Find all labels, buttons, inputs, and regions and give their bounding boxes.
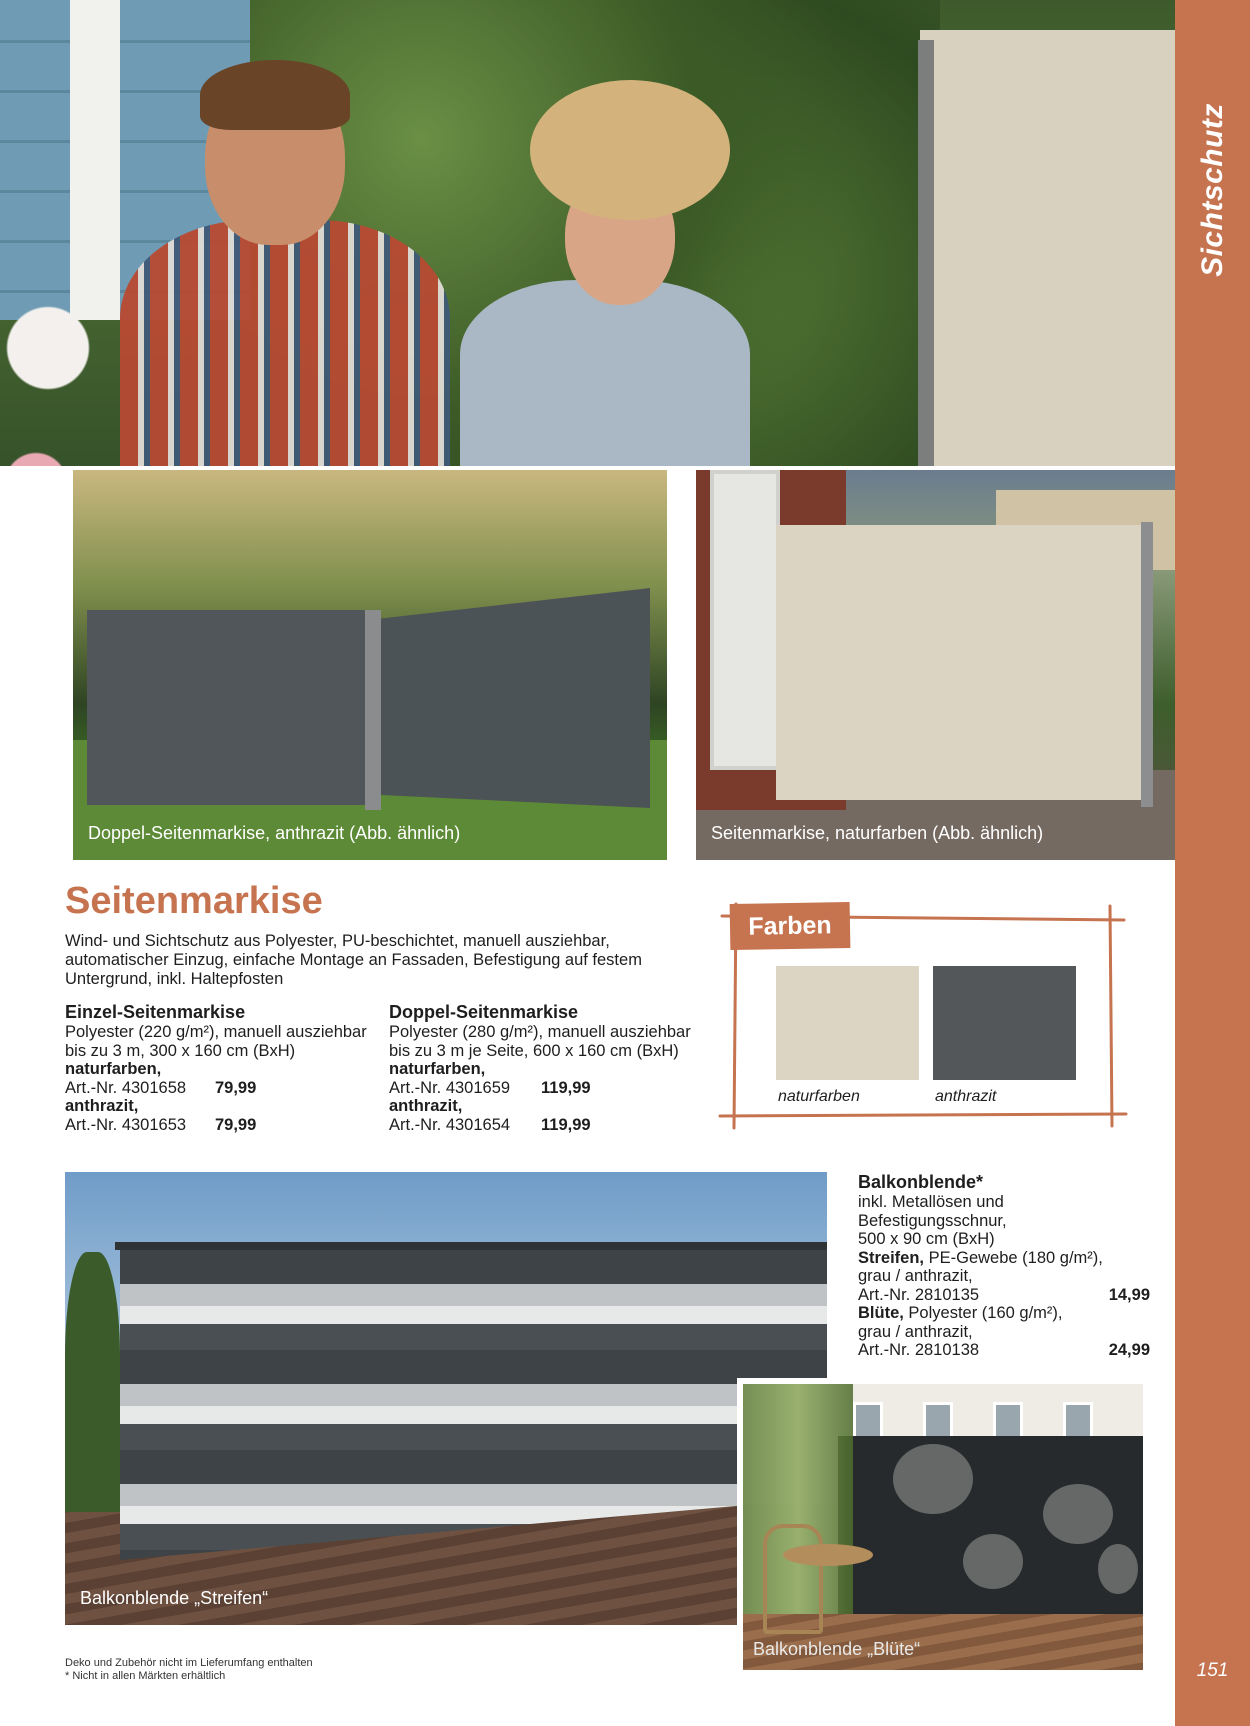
swatch-label: naturfarben [778, 1088, 860, 1105]
variant-row [389, 1116, 709, 1135]
product-doppel-seitenmarkise [389, 1002, 709, 1134]
product-name: Doppel-Seitenmarkise [389, 1002, 579, 1022]
variant-row [858, 1286, 1150, 1305]
article-number: Art.-Nr. 2810135 [858, 1285, 980, 1304]
photo-doppel-seitenmarkise [73, 470, 667, 860]
hero-photo [0, 0, 1175, 466]
article-number: Art.-Nr. 4301654 [389, 1115, 511, 1134]
photo-balkonblende-streifen [65, 1172, 827, 1625]
product-size: 500 x 90 cm (BxH) [858, 1230, 995, 1248]
photo-caption: Balkonblende „Streifen“ [80, 1587, 269, 1608]
variant-color: grau / anthrazit, [858, 1267, 973, 1285]
section-title: Sichtschutz [1195, 103, 1229, 277]
photo-balkonblende-bluete [737, 1378, 1149, 1676]
variant-color: anthrazit, [389, 1097, 463, 1115]
variant-name: Streifen, [858, 1248, 925, 1267]
price: 79,99 [215, 1115, 257, 1134]
product-name: Einzel-Seitenmarkise [65, 1002, 246, 1022]
swatch-anthrazit [933, 966, 1076, 1106]
variant-streifen [858, 1249, 1150, 1268]
article-number: Art.-Nr. 4301659 [389, 1078, 511, 1097]
product-material: Polyester (220 g/m²), manuell ausziehbar [65, 1023, 367, 1041]
swatch-label: anthrazit [935, 1088, 997, 1105]
hero-awning-post [918, 40, 934, 466]
variant-row [65, 1116, 385, 1135]
variant-color: grau / anthrazit, [858, 1322, 973, 1341]
hero-side-awning [920, 30, 1175, 466]
product-name: Balkonblende* [858, 1172, 984, 1192]
product-einzel-seitenmarkise [65, 1002, 385, 1134]
price: 24,99 [1108, 1341, 1150, 1359]
photo-seitenmarkise-naturfarben [696, 470, 1175, 860]
article-number: Art.-Nr. 2810138 [858, 1341, 980, 1359]
product-balkonblende [858, 1172, 1150, 1360]
footnote-line: Deko und Zubehör nicht im Lieferumfang enthalten [65, 1657, 313, 1669]
price: 119,99 [541, 1115, 591, 1134]
price: 14,99 [1108, 1285, 1150, 1304]
swatch-naturfarben [776, 966, 919, 1106]
variant-bluete [858, 1304, 1150, 1323]
page-number: 151 [1196, 1660, 1229, 1681]
variant-color: naturfarben, [65, 1060, 162, 1078]
photo-caption: Seitenmarkise, naturfarben (Abb. ähnlich) [711, 822, 1044, 843]
product-material: Polyester (280 g/m²), manuell ausziehbar [389, 1023, 691, 1041]
variant-color: anthrazit, [65, 1097, 139, 1115]
variant-row [858, 1341, 1150, 1360]
hero-porch-post [70, 0, 120, 320]
price: 119,99 [541, 1078, 591, 1097]
swatch-color [933, 966, 1076, 1080]
product-size: bis zu 3 m je Seite, 600 x 160 cm (BxH) [389, 1041, 679, 1060]
hero-flowers [0, 280, 120, 466]
variant-color: naturfarben, [389, 1060, 486, 1078]
photo-caption: Balkonblende „Blüte“ [753, 1639, 921, 1659]
swatch-color [776, 966, 919, 1080]
article-number: Art.-Nr. 4301658 [65, 1078, 187, 1097]
variant-material: PE-Gewebe (180 g/m²), [924, 1248, 1103, 1267]
photo-caption: Doppel-Seitenmarkise, anthrazit (Abb. ähnlich) [88, 822, 461, 843]
hero-woman [440, 80, 760, 466]
variant-material: Polyester (160 g/m²), [903, 1304, 1063, 1322]
variant-row [65, 1079, 385, 1098]
variant-name: Blüte, [858, 1304, 904, 1322]
variant-row [389, 1079, 709, 1098]
product-description: inkl. Metallösen und Befestigungsschnur, [858, 1193, 1007, 1230]
color-options-title: Farben [730, 902, 851, 950]
footnote-line: * Nicht in allen Märkten erhältlich [65, 1670, 226, 1682]
product-size: bis zu 3 m, 300 x 160 cm (BxH) [65, 1041, 296, 1060]
product-title: Seitenmarkise [65, 880, 323, 922]
hero-man [120, 40, 480, 466]
footnote [65, 1657, 313, 1683]
article-number: Art.-Nr. 4301653 [65, 1115, 187, 1134]
product-description: Wind- und Sichtschutz aus Polyester, PU-beschichtet, manuell ausziehbar, automatischer Einzug, einfache Montage an Fassaden, Befestigung auf festem Untergrund, inkl. Haltepfosten [65, 932, 642, 988]
price: 79,99 [215, 1078, 257, 1097]
